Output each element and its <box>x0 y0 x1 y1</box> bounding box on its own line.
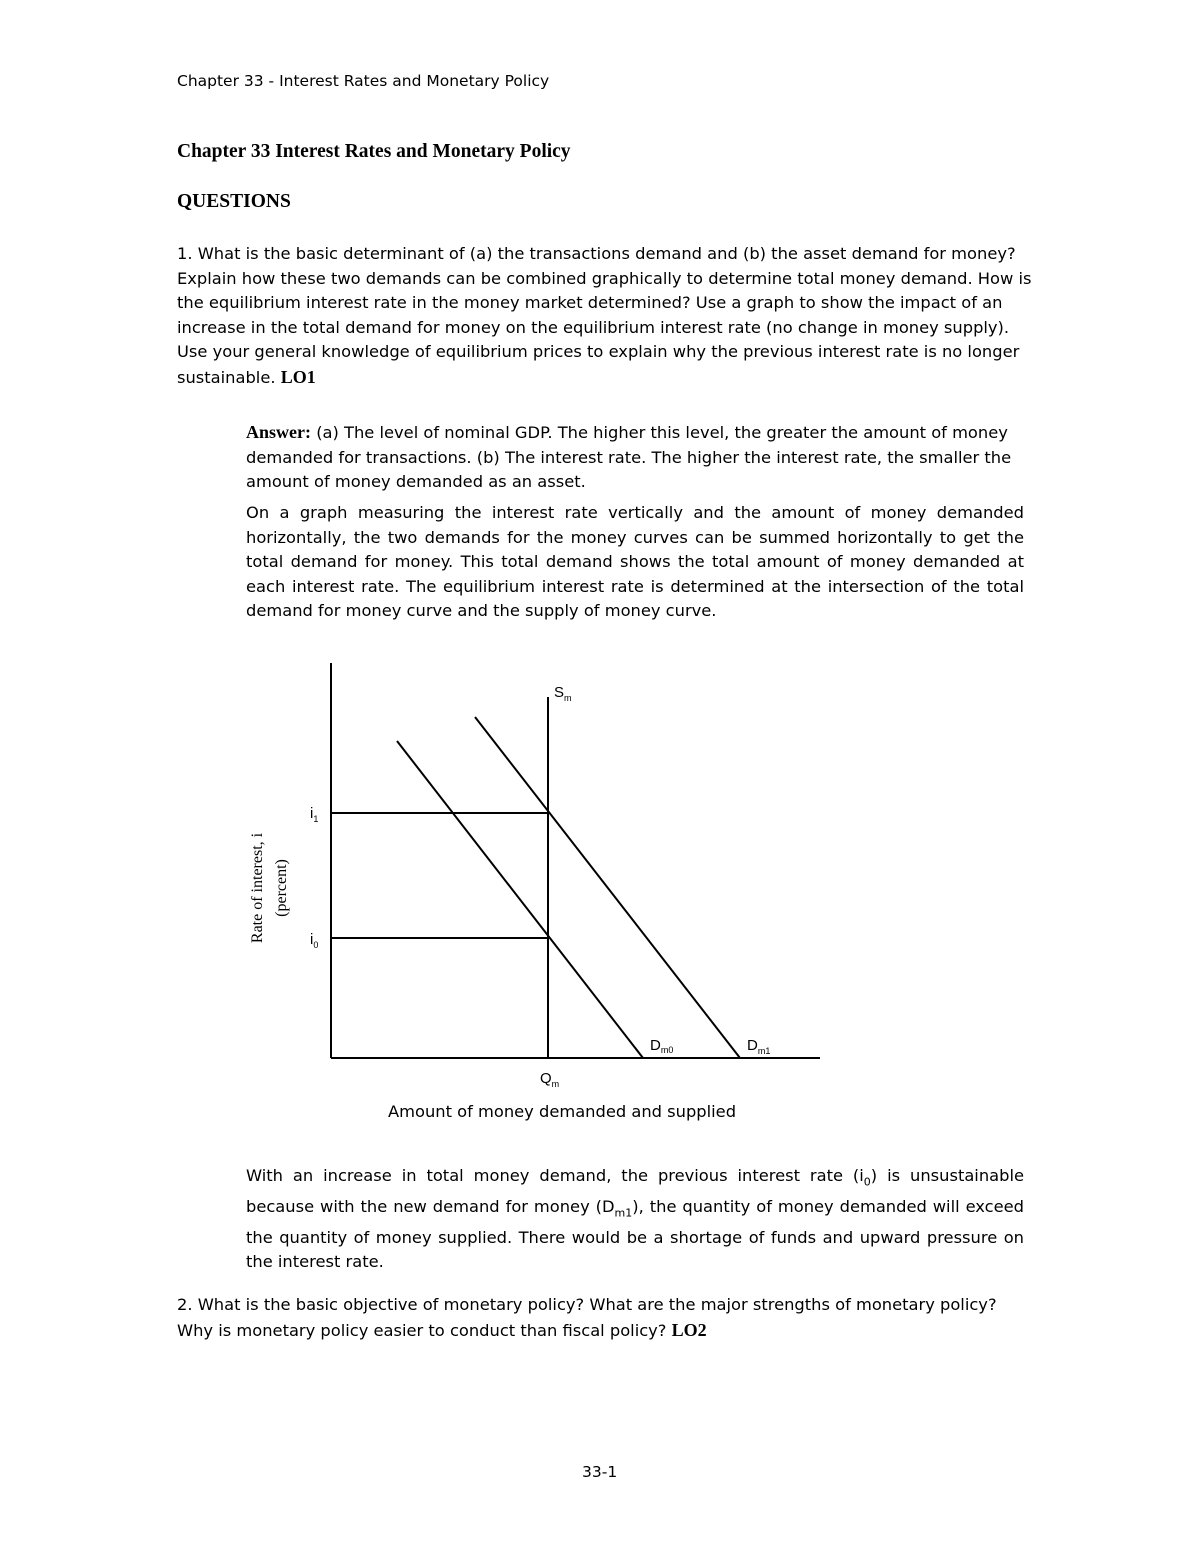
money-market-graph <box>240 655 840 1089</box>
answer-1-text-1: (a) The level of nominal GDP. The higher this level, the greater the amount of money demanded for transactions. (b) The interest rate. The higher the interest rate, the smaller the amount of money demanded as an asset. <box>246 423 1012 492</box>
label-dm1: $D_{m1}$ <box>747 1037 771 1056</box>
y-axis-label: Rate of interest, i <box>249 832 266 944</box>
demand-curve-dm0 <box>397 741 643 1058</box>
label-sm: $S_m$ <box>554 684 572 703</box>
section-heading: QUESTIONS <box>177 191 291 212</box>
answer-1-paragraph-2 <box>246 501 1024 624</box>
answer-1-text-2: On a graph measuring the interest rate vertically and the amount of money demanded horizontally, the two demands for the money curves can be summed horizontally to get the total demand for money. This total demand shows the total amount of money demanded at each interest rate. The equilibrium interest rate is determined at the intersection of the total demand for money curve and the supply of money curve. <box>246 503 1024 621</box>
tick-i0: $i_0$ <box>310 931 319 950</box>
page-number: 33-1 <box>582 1463 618 1481</box>
answer-1-text-3c: ), the quantity of money demanded will exceed the quantity of money supplied. There would be a shortage of funds and upward pressure on the interest rate. <box>246 1196 1024 1272</box>
label-dm0: $D_{m0}$ <box>650 1037 674 1055</box>
y-axis-label-unit: (percent) <box>273 859 290 917</box>
running-header: Chapter 33 - Interest Rates and Monetary Policy <box>177 72 550 90</box>
question-2-text: 2. What is the basic objective of monetary policy? What are the major strengths of monetary policy? Why is monetary policy easier to conduct than fiscal policy? <box>177 1295 997 1340</box>
question-2 <box>177 1293 1037 1343</box>
subscript-0: 0 <box>863 1175 871 1189</box>
answer-1-text-3b: ) is unsustainable because with the new demand for money (D <box>246 1166 1025 1216</box>
answer-label: Answer: <box>246 422 311 442</box>
learning-objective-2: LO2 <box>671 1319 707 1340</box>
demand-curve-dm1 <box>475 717 740 1058</box>
answer-1-text-3a: With an increase in total money demand, the previous interest rate (i <box>246 1166 864 1185</box>
tick-i1: $i_1$ <box>310 805 319 824</box>
answer-1-paragraph-1 <box>246 420 1024 495</box>
tick-qm: $Q_m$ <box>540 1070 560 1089</box>
question-1 <box>177 242 1037 391</box>
answer-1-paragraph-3 <box>246 1164 1024 1275</box>
x-axis-label: Amount of money demanded and supplied <box>388 1102 737 1121</box>
learning-objective-1: LO1 <box>280 366 316 387</box>
question-1-text: 1. What is the basic determinant of (a) the transactions demand and (b) the asset demand for money? Explain how these two demands can be combined graphically to determine total money demand. How is the equilibrium interest rate in the money market determined? Use a graph to show the impact of an increase in the total demand for money on the equilibrium interest rate (no change in money supply). Use your general knowledge of equilibrium prices to explain why the previous interest rate is no longer sustainable. <box>177 244 1032 387</box>
subscript-m1: m1 <box>614 1206 633 1220</box>
chapter-title: Chapter 33 Interest Rates and Monetary Policy <box>177 141 571 162</box>
